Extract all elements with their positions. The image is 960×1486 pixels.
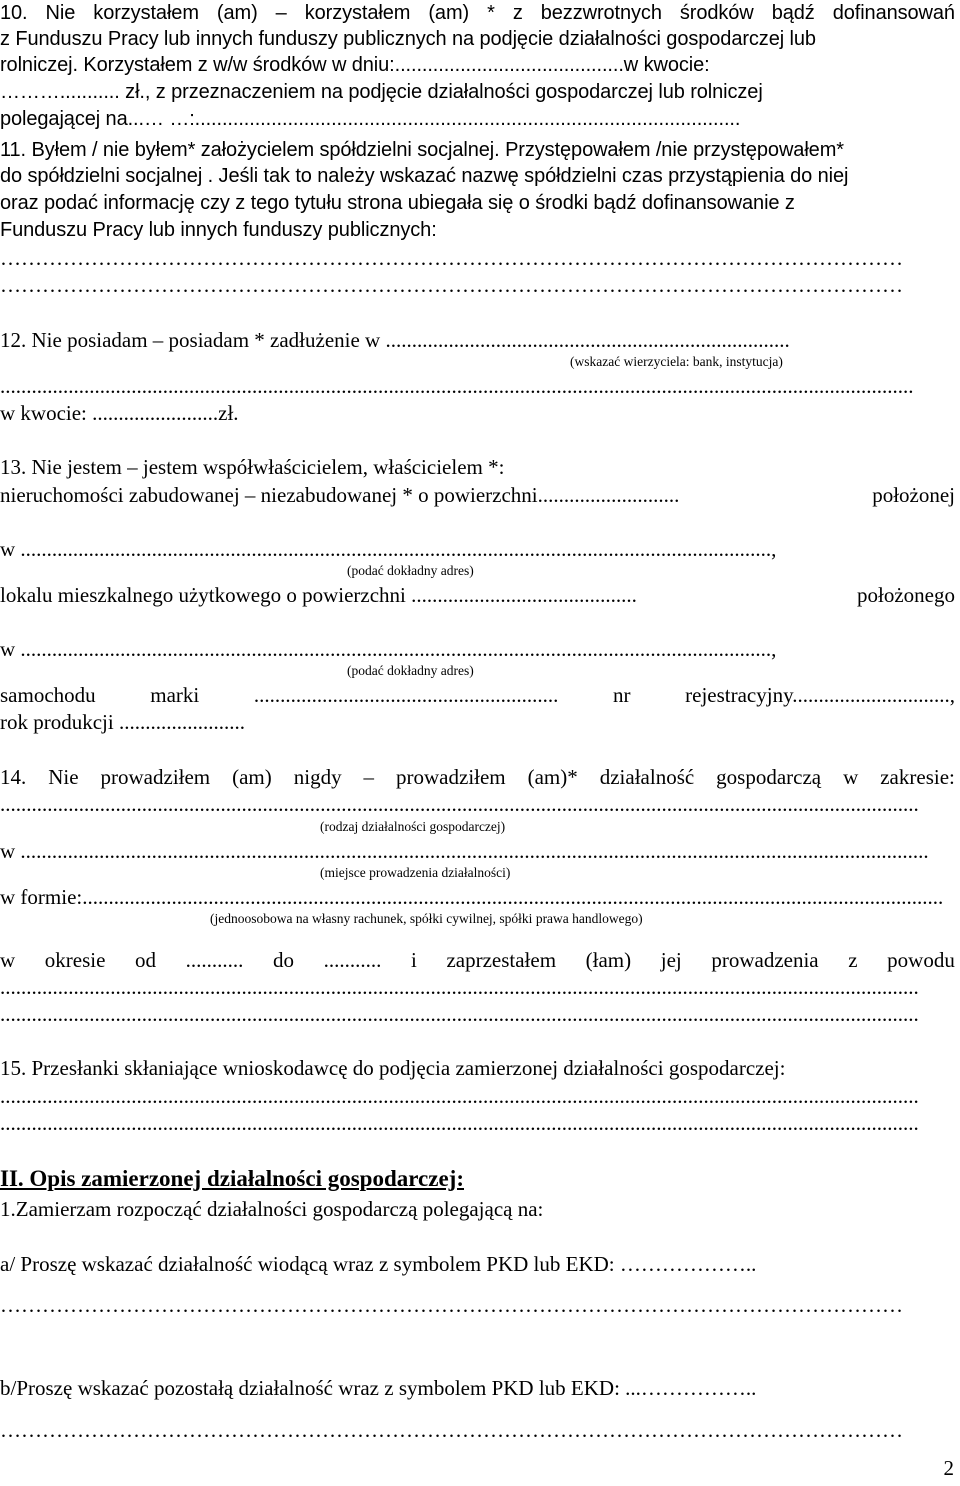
word: powodu (887, 948, 955, 972)
s10-line-5: polegającej na...… …:.................................................................................................... (0, 108, 741, 130)
s14-line-6: ............................................................................................................................................................................... (0, 975, 919, 999)
s13-line-2-end: położonej (872, 483, 955, 507)
s14-line-1 (0, 764, 955, 790)
s13-line-6 (0, 682, 955, 708)
word: korzystałem (304, 2, 411, 24)
word: (am)* (527, 765, 578, 789)
word: zaprzestałem (446, 948, 557, 972)
s14-line-5 (0, 947, 955, 973)
s13-line-2-text: nieruchomości zabudowanej – niezabudowanej * o powierzchni........................... (0, 483, 680, 507)
word: Nie (45, 2, 76, 24)
s13-line-1: 13. Nie jestem – jestem współwłaścicielem, właścicielem *: (0, 455, 505, 479)
s12-line-3: w kwocie: ........................zł. (0, 401, 239, 425)
s13-line-7: rok produkcji ........................ (0, 710, 245, 734)
word: dofinansowań (832, 2, 955, 24)
word: korzystałem (93, 2, 199, 24)
word: (łam) (585, 948, 632, 972)
s11-line-1: 11. Byłem / nie byłem* założycielem spółdzielni socjalnej. Przystępowałem /nie przystępowałem* (0, 139, 844, 161)
s10-line-4: ………........... zł., z przeznaczeniem na podjęcie działalności gospodarczej lub rolniczej (0, 81, 763, 103)
word: z (848, 948, 858, 972)
s13-line-4 (0, 582, 955, 608)
s13-line-3: w ..............................................................................................................................................., (0, 537, 777, 561)
word: bezzwrotnych (540, 2, 662, 24)
word: od (135, 948, 157, 972)
word: działalność (599, 765, 695, 789)
word: rejestracyjny.............................., (685, 683, 955, 707)
word: Nie (48, 765, 79, 789)
s14-note-form: (jednoosobowa na własny rachunek, spółki cywilnej, spółki prawa handlowego) (210, 911, 643, 926)
s15-line-2: ............................................................................................................................................................................... (0, 1084, 919, 1108)
s15-line-1: 15. Przesłanki skłaniające wnioskodawcę do podjęcia zamierzonej działalności gospodarczej: (0, 1056, 786, 1080)
word: w (843, 765, 859, 789)
part-ii-item-a-blank: ………………………………………………………………………………………………………………… (0, 1293, 903, 1317)
word: samochodu (0, 683, 96, 707)
s14-note-place: (miejsce prowadzenia działalności) (320, 865, 511, 880)
word: środków (679, 2, 754, 24)
word: (am) (428, 2, 470, 24)
word: – (363, 765, 375, 789)
word: (am) (216, 2, 258, 24)
s14-note-activity-type: (rodzaj działalności gospodarczej) (320, 819, 506, 834)
word: i (410, 948, 417, 972)
s10-line-2: z Funduszu Pracy lub innych funduszy publicznych na podjęcie działalności gospodarczej lub (0, 28, 816, 50)
s13-line-5: w ..............................................................................................................................................., (0, 637, 777, 661)
s12-note-creditor: (wskazać wierzyciela: bank, instytucja) (570, 354, 783, 369)
word: ........... (323, 948, 382, 972)
s11-line-4: Funduszu Pracy lub innych funduszy publicznych: (0, 219, 437, 241)
s11-line-2: do spółdzielni socjalnej . Jeśli tak to należy wskazać nazwę spółdzielni czas przystąpienia do niej (0, 165, 849, 187)
s13-line-4-end: położonego (857, 583, 955, 607)
word: zakresie: (880, 765, 955, 789)
part-ii-item-b: b/Proszę wskazać pozostałą działalność wraz z symbolem PKD lub EKD: ...…………….. (0, 1376, 757, 1400)
s11-blank-line-1: ………………………………………………………………………………………………………………… (0, 246, 903, 270)
word: w (0, 948, 16, 972)
word: do (273, 948, 295, 972)
s13-line-4-text: lokalu mieszkalnego użytkowego o powierzchni ........................................... (0, 583, 637, 607)
part-ii-item-a: a/ Proszę wskazać działalność wiodącą wraz z symbolem PKD lub EKD: ……………….. (0, 1252, 757, 1276)
word: jej (660, 948, 682, 972)
s13-line-2 (0, 482, 955, 508)
s13-note-address-2: (podać dokładny adres) (347, 663, 474, 678)
part-ii-item-b-blank: ………………………………………………………………………………………………………………… (0, 1418, 903, 1442)
s10-line-3: rolniczej. Korzystałem z w/w środków w dniu:..........................................w kwocie: (0, 54, 710, 76)
page-number: 2 (943, 1456, 954, 1480)
word: gospodarczą (716, 765, 822, 789)
s14-line-3: w ............................................................................................................................................................................. (0, 839, 929, 863)
s12-line-1: 12. Nie posiadam – posiadam * zadłużenie w ............................................................................. (0, 328, 790, 352)
s11-line-3: oraz podać informację czy z tego tytułu strona ubiegała się o środki bądź dofinansowanie z (0, 192, 795, 214)
s10-line-1 (0, 0, 955, 26)
word: prowadziłem (396, 765, 506, 789)
s14-line-7: ............................................................................................................................................................................... (0, 1002, 919, 1026)
word: 14. (0, 765, 27, 789)
s15-line-3: ............................................................................................................................................................................... (0, 1111, 919, 1135)
s14-line-2: ............................................................................................................................................................................... (0, 792, 919, 816)
word: ........... (185, 948, 244, 972)
part-ii-line-1: 1.Zamierzam rozpocząć działalności gospodarczą polegającą na: (0, 1197, 544, 1221)
word: okresie (44, 948, 106, 972)
part-ii-heading: II. Opis zamierzonej działalności gospodarczej: (0, 1166, 464, 1191)
word: prowadzenia (711, 948, 819, 972)
word: (am) (232, 765, 272, 789)
word: * (487, 2, 495, 24)
word: bądź (771, 2, 815, 24)
word: prowadziłem (100, 765, 211, 789)
word: marki (150, 683, 200, 707)
s11-blank-line-2: ………………………………………………………………………………………………………………… (0, 273, 903, 297)
word: 10. (0, 2, 28, 24)
word: nr (613, 683, 631, 707)
s14-line-4: w formie:.................................................................................................................................................................... (0, 885, 944, 909)
s13-note-address-1: (podać dokładny adres) (347, 563, 474, 578)
word: – (275, 2, 287, 24)
word: z (512, 2, 523, 24)
word: .......................................................... (253, 683, 559, 707)
s12-line-2: .............................................................................................................................................................................. (0, 374, 914, 398)
word: nigdy (293, 765, 342, 789)
